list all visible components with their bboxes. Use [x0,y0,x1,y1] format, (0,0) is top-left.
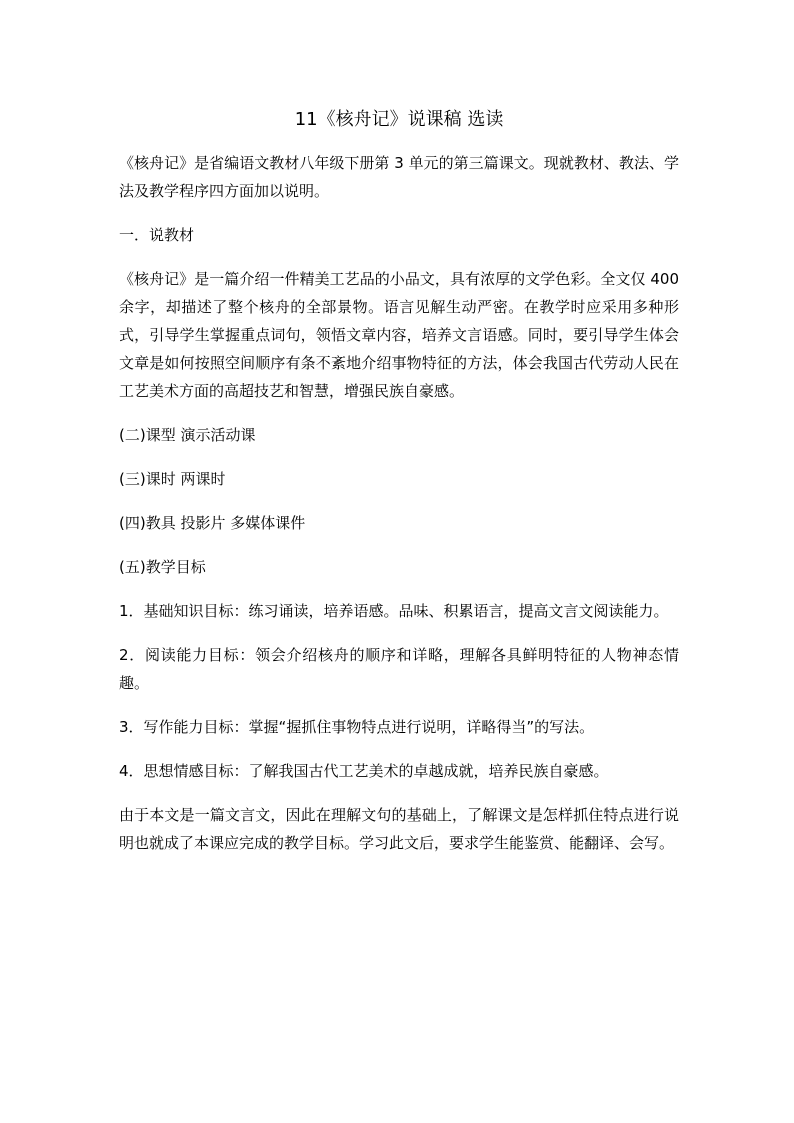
document-title: 11《核舟记》说课稿 选读 [294,109,504,130]
teaching-tools-line: (四)教具 投影片 多媒体课件 [119,514,306,532]
closing-paragraph: 由于本文是一篇文言文，因此在理解文句的基础上，了解课文是怎样抓住特点进行说明也就成了本课应完成的教学目标。学习此文后，要求学生能鉴赏、能翻译、会写。 [119,806,679,852]
teaching-material-paragraph: 《核舟记》是一篇介绍一件精美工艺品的小品文，具有浓厚的文学色彩。全文仅 400 余字，却描述了整个核舟的全部景物。语言见解生动严密。在教学时应采用多种形式，引导学生掌握重点词句，领悟文章内容，培养文言语感。同时，要引导学生体会文章是如何按照空间顺序有条不紊地介绍事物特征的方法，体会我国古代劳动人民在工艺美术方面的高超技艺和智慧，增强民族自豪感。 [119,270,679,400]
section-heading-teaching-material: 一．说教材 [119,226,195,244]
goal-item: 2．阅读能力目标：领会介绍核舟的顺序和详略，理解各具鲜明特征的人物神态情趣。 [119,646,679,692]
intro-paragraph: 《核舟记》是省编语文教材八年级下册第 3 单元的第三篇课文。现就教材、教法、学法及教学程序四方面加以说明。 [119,154,679,200]
lesson-type-line: (二)课型 演示活动课 [119,426,256,444]
teaching-goals-heading: (五)教学目标 [119,558,206,576]
lesson-hours-line: (三)课时 两课时 [119,470,226,488]
goal-item: 4．思想情感目标：了解我国古代工艺美术的卓越成就，培养民族自豪感。 [119,762,609,780]
goal-item: 3．写作能力目标：掌握“握抓住事物特点进行说明，详略得当”的写法。 [119,718,595,736]
goal-item: 1．基础知识目标：练习诵读，培养语感。品味、积累语言，提高文言文阅读能力。 [119,602,669,620]
document-body [119,105,679,873]
